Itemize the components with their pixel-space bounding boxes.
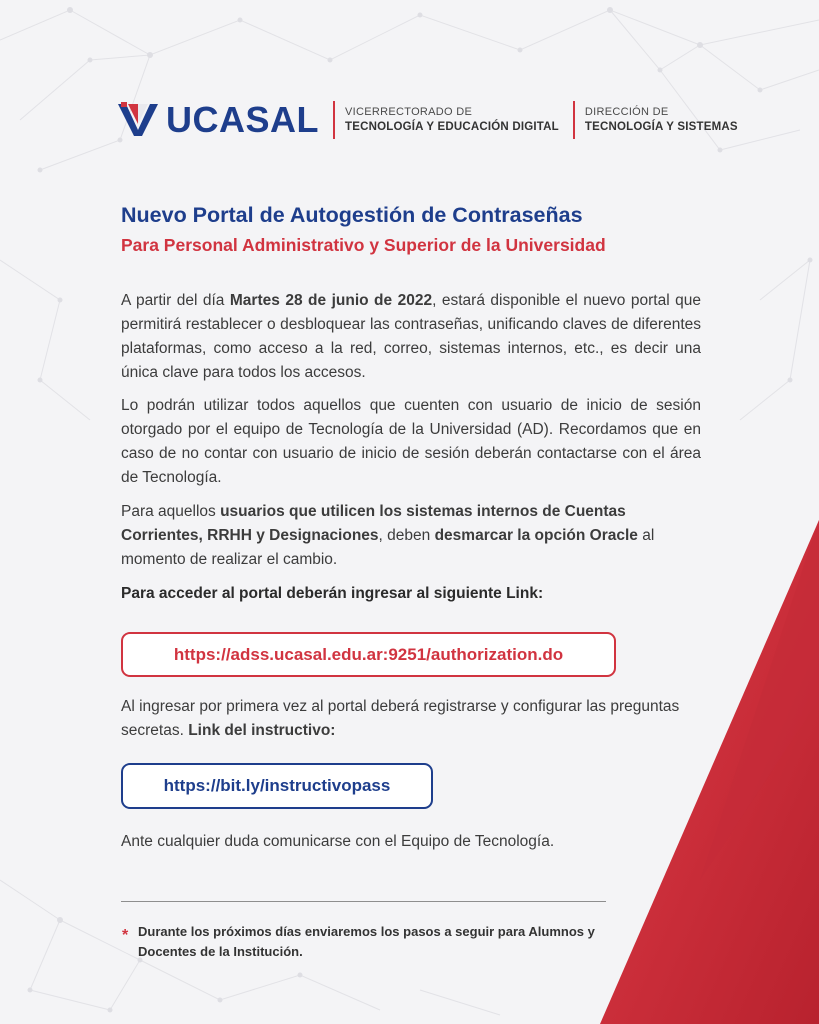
- launch-date: Martes 28 de junio de 2022: [229, 292, 433, 309]
- portal-link[interactable]: https://adss.ucasal.edu.ar:9251/authorization.do: [121, 632, 616, 677]
- asterisk-marker: *: [122, 927, 129, 944]
- header-divider: [333, 101, 335, 139]
- vicerrectorado-label: [345, 105, 559, 135]
- ucasal-shield-icon: [118, 102, 158, 138]
- vicerrectorado-line1: VICERRECTORADO DE: [345, 106, 473, 118]
- logo-text: UCASAL: [166, 99, 319, 140]
- footnote-text: Durante los próximos días enviaremos los pasos a seguir para Alumnos y Docentes de la Institución.: [138, 924, 595, 959]
- main-content: [121, 289, 701, 606]
- intro-text-pre: A partir del día: [121, 292, 230, 309]
- oracle-text-mid: , deben: [378, 527, 435, 544]
- oracle-text-post: al momento de realizar el cambio.: [121, 527, 655, 568]
- vicerrectorado-line2: TECNOLOGÍA Y EDUCACIÓN DIGITAL: [345, 121, 559, 133]
- paragraph-intro: [121, 289, 701, 385]
- paragraph-access: Para acceder al portal deberán ingresar al siguiente Link:: [121, 585, 544, 602]
- paragraph-oracle: [121, 500, 701, 572]
- instructivo-link[interactable]: https://bit.ly/instructivopass: [121, 763, 433, 809]
- instructivo-label: Link del instructivo:: [188, 722, 336, 739]
- oracle-text-pre: Para aquellos: [121, 503, 221, 520]
- first-login-text: Al ingresar por primera vez al portal deberá registrarse y configurar las preguntas secretas.: [121, 698, 680, 739]
- direccion-label: [585, 105, 738, 135]
- direccion-line2: TECNOLOGÍA Y SISTEMAS: [584, 121, 738, 133]
- page-title: Nuevo Portal de Autogestión de Contraseñas: [121, 203, 583, 227]
- paragraph-contact: Ante cualquier duda comunicarse con el Equipo de Tecnología.: [121, 833, 555, 850]
- paragraph-users: Lo podrán utilizar todos aquellos que cuenten con usuario de inicio de sesión otorgado por el equipo de Tecnología de la Universidad (AD). Recordamos que en caso de no contar con usuario de inicio de sesión deberán contactarse con el área de Tecnología.: [121, 397, 701, 486]
- direccion-line1: DIRECCIÓN DE: [584, 106, 669, 118]
- footer-divider: [121, 901, 606, 902]
- page-subtitle: Para Personal Administrativo y Superior de la Universidad: [121, 235, 606, 255]
- paragraph-first-login: [121, 695, 701, 743]
- intro-text-post: , estará disponible el nuevo portal que permitirá restablecer o desbloquear las contraseñas, unificando claves de diferentes plataformas, como acceso a la red, correo, sistemas internos, etc., es decir una única clave para todos los accesos.: [121, 292, 701, 381]
- oracle-systems: usuarios que utilicen los sistemas internos de Cuentas Corrientes, RRHH y Designaciones: [121, 503, 626, 544]
- oracle-option: desmarcar la opción Oracle: [434, 527, 638, 544]
- header: [118, 98, 738, 142]
- header-divider: [573, 101, 575, 139]
